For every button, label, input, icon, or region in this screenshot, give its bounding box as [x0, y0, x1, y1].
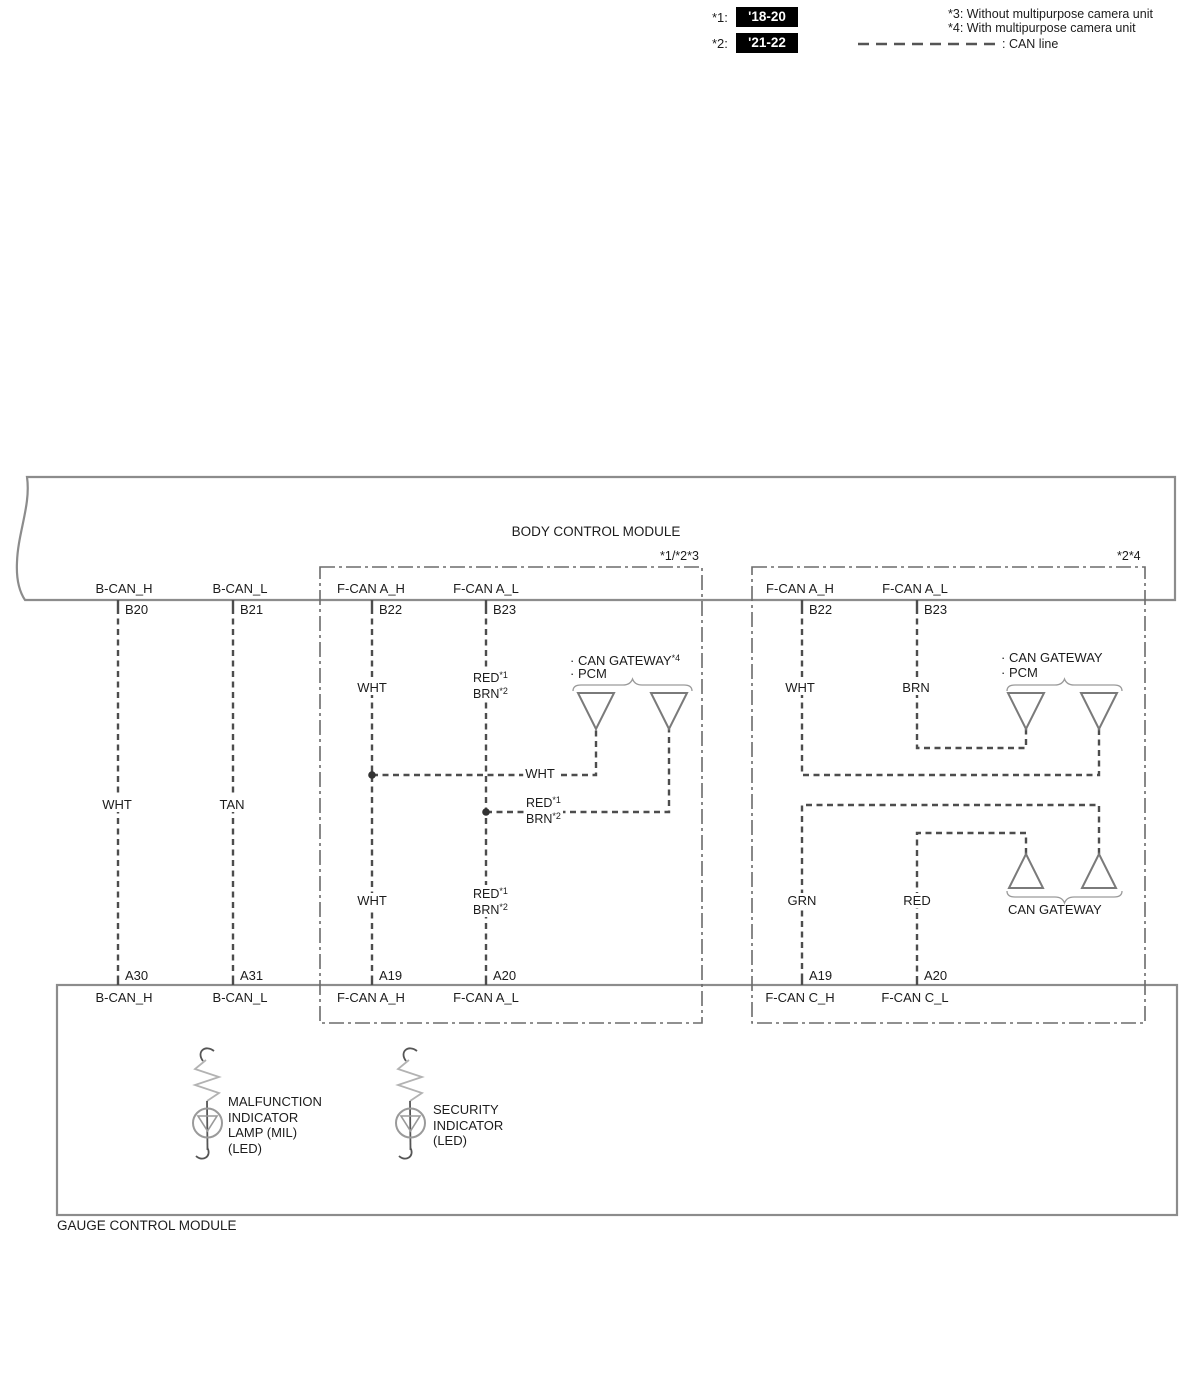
connector-triangle-gateway-right-1: [1008, 693, 1044, 729]
bcm-signal-f-can-a-h-left: F-CAN A_H: [337, 581, 405, 596]
redbrn-line2: BRN: [526, 812, 553, 826]
mil-line4: (LED): [228, 1140, 262, 1156]
gateway-left-text: · CAN GATEWAY: [570, 653, 672, 668]
redbrn-sup1: *1: [499, 886, 508, 896]
security-indicator-label: [433, 1102, 503, 1149]
gcm-signal-f-can-a-l: F-CAN A_L: [453, 990, 519, 1005]
mil-label: [228, 1094, 322, 1156]
variant-box-left: [320, 567, 702, 1023]
redbrn-line1: RED: [473, 671, 500, 685]
wire-color-wht-1: WHT: [102, 797, 132, 812]
connector-triangle-can-gateway-2: [1082, 854, 1116, 888]
variant-left-tag: *1/*2*3: [660, 549, 699, 563]
bcm-signal-f-can-a-l-right: F-CAN A_L: [882, 581, 948, 596]
redbrn-sup1: *1: [499, 670, 508, 680]
legend-note3: *3: Without multipurpose camera unit: [948, 7, 1153, 21]
bcm-pin-b22-right: B22: [809, 602, 833, 617]
wire-f-can-c-h: [802, 805, 1099, 977]
bcm-pin-b22-left: B22: [379, 602, 403, 617]
legend-note4: *4: With multipurpose camera unit: [948, 21, 1136, 35]
redbrn-line1: RED: [526, 796, 553, 810]
wire-color-wht-3-lower: WHT: [357, 893, 387, 908]
branch-redbrn-to-pcm: [486, 729, 669, 812]
legend-rev2-label: *2:: [712, 36, 728, 51]
wire-color-redbrn-lower: [471, 885, 510, 917]
gcm-pin-a20-right: A20: [924, 968, 948, 983]
security-led-symbol: [396, 1048, 425, 1158]
wire-color-wht-mid: WHT: [525, 766, 555, 781]
legend-can-line-label: : CAN line: [1002, 37, 1059, 51]
sec-line2: INDICATOR: [433, 1117, 504, 1133]
gcm-pin-a19-left: A19: [379, 968, 403, 983]
legend-rev1-badge: '18-20: [736, 7, 798, 27]
branch-wht-to-gateway: [372, 729, 596, 775]
legend-rev1-label: *1:: [712, 10, 728, 25]
junction-dot-redbrn: [482, 808, 490, 816]
gcm-pin-a31: A31: [240, 968, 264, 983]
redbrn-sup2: *2: [499, 902, 508, 912]
gcm-signal-f-can-c-h: F-CAN C_H: [765, 990, 835, 1005]
brace-right-gateway: [1007, 679, 1122, 691]
wire-color-grn: GRN: [787, 893, 817, 908]
junction-dot-wht: [368, 771, 376, 779]
variant-right-tag: *2*4: [1117, 549, 1141, 563]
gateway-right-line1: · CAN GATEWAY: [1001, 650, 1103, 665]
bcm-pin-b21: B21: [240, 602, 264, 617]
mil-led-symbol: [193, 1048, 222, 1158]
resistor-squiggle-icon: [195, 1060, 219, 1101]
wire-color-tan: TAN: [219, 797, 245, 812]
wire-color-redbrn-upper: [471, 669, 510, 701]
gcm-pin-a19-right: A19: [809, 968, 833, 983]
redbrn-line2: BRN: [473, 903, 500, 917]
redbrn-line1: RED: [473, 887, 500, 901]
gateway-left-sup: *4: [671, 653, 681, 663]
bcm-pin-b23-left: B23: [493, 602, 517, 617]
redbrn-sup1: *1: [552, 795, 561, 805]
bcm-title: BODY CONTROL MODULE: [511, 524, 681, 539]
sec-line3: (LED): [433, 1133, 467, 1148]
gcm-signal-f-can-c-l: F-CAN C_L: [881, 990, 949, 1005]
redbrn-line2: BRN: [473, 687, 500, 701]
pin-stubs: [118, 600, 917, 985]
wire-color-wht-5: WHT: [785, 680, 815, 695]
gcm-pin-a20-left: A20: [493, 968, 517, 983]
gauge-control-module-box: [57, 985, 1177, 1215]
wire-color-brn: BRN: [902, 680, 930, 695]
bcm-signal-b-can-l: B-CAN_L: [212, 581, 268, 596]
mil-line3: LAMP (MIL): [228, 1125, 298, 1140]
connector-triangle-can-gateway-1: [1009, 854, 1043, 888]
wire-color-wht-3-upper: WHT: [357, 680, 387, 695]
bcm-signal-f-can-a-h-right: F-CAN A_H: [766, 581, 834, 596]
redbrn-sup2: *2: [499, 686, 508, 696]
coil-hook-top-icon: [201, 1048, 215, 1061]
wire-color-red: RED: [903, 893, 931, 908]
connector-triangle-gateway-left-2: [651, 693, 687, 729]
gateway-right-line2: · PCM: [1001, 665, 1038, 680]
gcm-pin-a30: A30: [125, 968, 149, 983]
variant-box-right: [752, 567, 1145, 1023]
legend-rev2-badge: '21-22: [736, 33, 798, 53]
gcm-signal-b-can-h: B-CAN_H: [95, 990, 153, 1005]
gateway-left-line2: · PCM: [570, 666, 607, 681]
bcm-pin-b23-right: B23: [924, 602, 948, 617]
mil-line2: INDICATOR: [228, 1109, 299, 1125]
sec-line1: SECURITY: [433, 1102, 499, 1117]
redbrn-sup2: *2: [552, 811, 561, 821]
bcm-signal-b-can-h: B-CAN_H: [95, 581, 153, 596]
gcm-signal-f-can-a-h: F-CAN A_H: [337, 990, 405, 1005]
bcm-signal-f-can-a-l-left: F-CAN A_L: [453, 581, 519, 596]
gcm-title: GAUGE CONTROL MODULE: [57, 1218, 237, 1233]
connector-triangle-gateway-right-2: [1081, 693, 1117, 729]
bcm-pin-b20: B20: [125, 602, 149, 617]
wire-color-redbrn-mid: [524, 794, 563, 826]
gateway-bottom-label: CAN GATEWAY: [1008, 902, 1102, 917]
mil-line1: MALFUNCTION: [228, 1094, 322, 1109]
gcm-signal-b-can-l: B-CAN_L: [212, 990, 268, 1005]
wire-f-can-a-h-right: [802, 608, 1099, 775]
connector-triangle-gateway-left-1: [578, 693, 614, 729]
